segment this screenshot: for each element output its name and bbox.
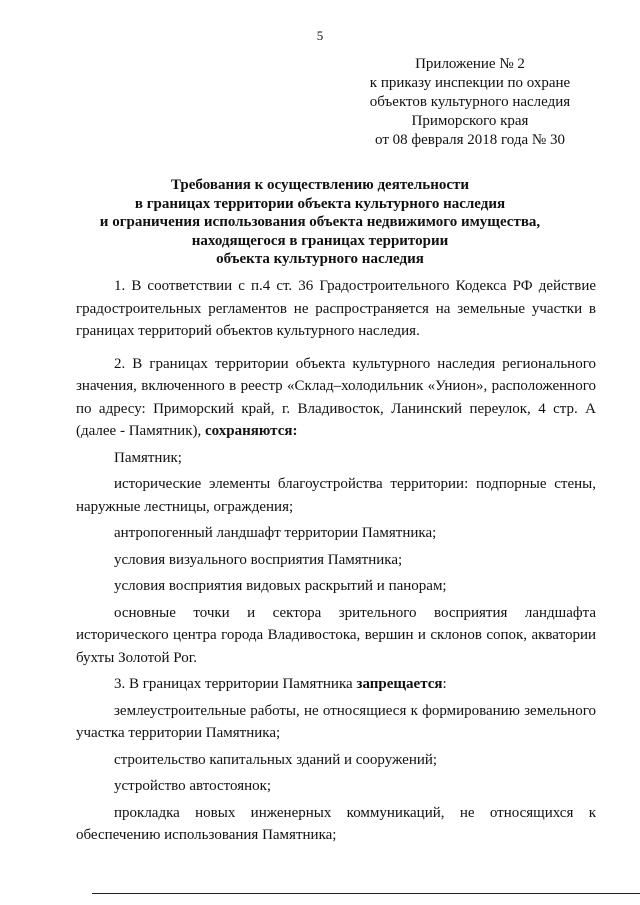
paragraph-3-text: 3. В границах территории Памятника <box>114 676 357 692</box>
appendix-header <box>320 55 620 150</box>
page-number: 5 <box>316 28 324 43</box>
list-item: землеустроительные работы, не относящиеся к формированию земельного участка территории Памятника; <box>76 702 596 741</box>
list-item: исторические элементы благоустройства территории: подпорные стены, наружные лестницы, ограждения; <box>76 476 596 515</box>
title-line: объекта культурного наследия <box>216 251 424 267</box>
title-line: находящегося в границах территории <box>191 232 449 249</box>
page-bottom-divider <box>92 893 640 894</box>
document-body <box>76 275 596 851</box>
title-line: Требования к осуществлению деятельности <box>170 177 469 193</box>
paragraph-3 <box>76 673 596 696</box>
list-item: Памятник; <box>114 449 182 466</box>
appendix-line: объектов культурного наследия <box>369 94 571 110</box>
list-item: устройство автостоянок; <box>114 778 272 794</box>
list-item: антропогенный ландшафт территории Памятника; <box>114 525 437 541</box>
document-title <box>60 176 580 269</box>
title-line: в границах территории объекта культурного наследия <box>134 195 506 212</box>
appendix-line: Приложение № 2 <box>415 56 525 72</box>
title-line: и ограничения использования объекта недвижимого имущества, <box>99 214 541 230</box>
paragraph-1: 1. В соответствии с п.4 ст. 36 Градостроительного Кодекса РФ действие градостроительных регламентов не распространяется на земельные участки в границах территорий объектов культурного наследия. <box>76 278 596 339</box>
paragraph-2-text: 2. В границах территории объекта культурного наследия регионального значения, включенного в реестр «Склад–холодильник «Унион», расположенного по адресу: Приморский край, г. Владивосток, Ланинский переулок, 4 стр. А (далее - Памятник), <box>76 355 596 439</box>
appendix-line: Приморского края <box>411 113 529 129</box>
list-item: прокладка новых инженерных коммуникаций, не относящихся к обеспечению использования Памятника; <box>76 804 596 843</box>
paragraph-2 <box>76 353 596 443</box>
appendix-line: от 08 февраля 2018 года № 30 <box>375 132 565 148</box>
paragraph-3-end: : <box>442 676 447 692</box>
appendix-line: к приказу инспекции по охране <box>369 75 571 91</box>
list-item: условия визуального восприятия Памятника; <box>114 551 403 568</box>
list-item: условия восприятия видовых раскрытий и панорам; <box>114 578 447 594</box>
list-item: строительство капитальных зданий и сооружений; <box>114 751 438 768</box>
paragraph-2-bold: сохраняются: <box>205 423 298 439</box>
list-item: основные точки и сектора зрительного восприятия ландшафта исторического центра города Владивостока, вершин и склонов сопок, акватории бухты Золотой Рог. <box>76 604 596 666</box>
paragraph-3-bold: запрещается <box>356 676 443 692</box>
